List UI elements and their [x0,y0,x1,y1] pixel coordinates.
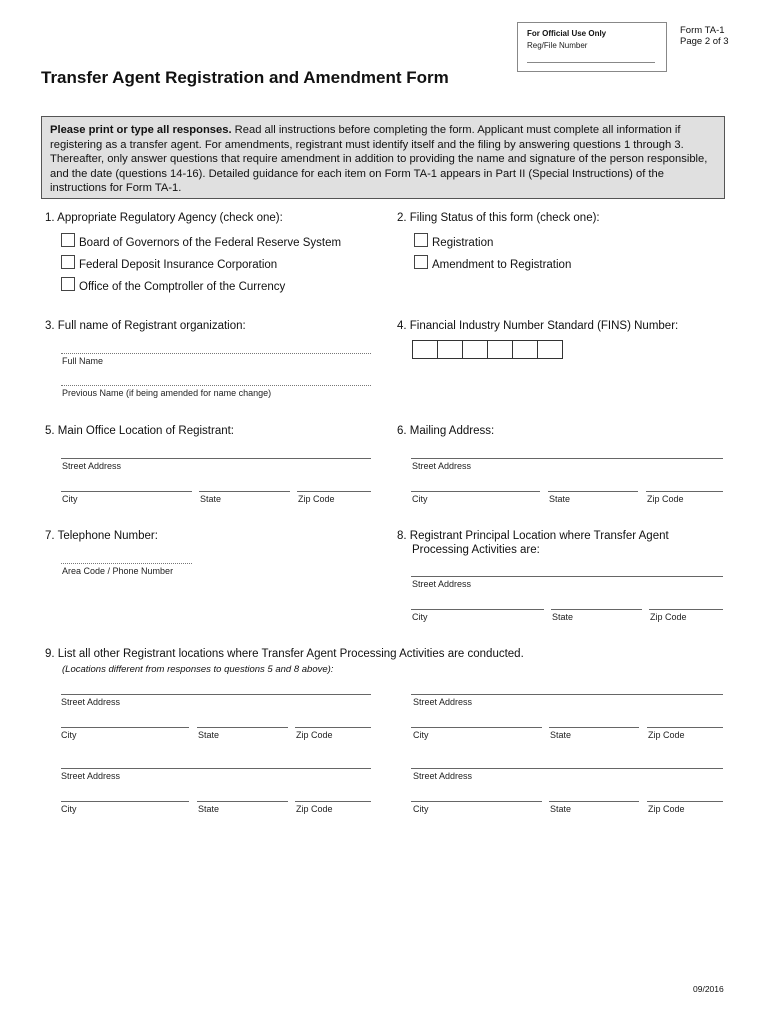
q5-city-label: City [62,494,78,504]
q5-label: 5. Main Office Location of Registrant: [45,425,234,437]
q6-street-label: Street Address [412,461,472,471]
q9-d-city-label: City [413,804,429,814]
q3-label: 3. Full name of Registrant organization: [45,320,246,332]
q9-b-zip-label: Zip Code [648,730,685,740]
reg-file-number-label: Reg/File Number [527,41,588,50]
form-id: Form TA-1 [680,25,725,36]
q9-b-city-field[interactable] [411,727,542,728]
q9-c-city-field[interactable] [61,801,189,802]
fins-digit-box[interactable] [413,341,438,358]
q9-b-zip-field[interactable] [647,727,723,728]
q9-c-state-label: State [198,804,220,814]
full-name-field[interactable] [61,353,371,354]
q9-c-street-label: Street Address [61,771,121,781]
q9-c-street-field[interactable] [61,768,371,769]
q9-d-city-field[interactable] [411,801,542,802]
fins-digit-box[interactable] [488,341,513,358]
q9-d-zip-label: Zip Code [648,804,685,814]
page-title: Transfer Agent Registration and Amendment Form [41,68,449,87]
q9-a-city-label: City [61,730,77,740]
q1-checkbox-occ[interactable] [61,277,75,291]
q8-street-field[interactable] [411,576,723,577]
q8-state-label: State [552,612,574,622]
q5-zip-field[interactable] [297,491,371,492]
q2-option-amendment: Amendment to Registration [432,259,572,271]
q8-city-label: City [412,612,428,622]
q6-label: 6. Mailing Address: [397,425,495,437]
phone-field[interactable] [61,563,192,564]
q5-state-label: State [200,494,222,504]
q5-street-field[interactable] [61,458,371,459]
q6-street-field[interactable] [411,458,723,459]
fins-digit-box[interactable] [513,341,538,358]
q5-state-field[interactable] [199,491,290,492]
q9-a-zip-label: Zip Code [296,730,333,740]
q5-street-label: Street Address [62,461,122,471]
q9-a-city-field[interactable] [61,727,189,728]
q9-c-zip-label: Zip Code [296,804,333,814]
fins-digit-box[interactable] [438,341,463,358]
q8-state-field[interactable] [551,609,642,610]
q5-zip-label: Zip Code [298,494,335,504]
official-use-title: For Official Use Only [527,29,607,38]
q6-city-label: City [412,494,428,504]
instructions-box [41,116,725,199]
q9-d-zip-field[interactable] [647,801,723,802]
page-number: Page 2 of 3 [680,36,729,47]
q9-d-street-label: Street Address [413,771,473,781]
q9-b-city-label: City [413,730,429,740]
q6-city-field[interactable] [411,491,540,492]
q8-zip-label: Zip Code [650,612,687,622]
revision-date: 09/2016 [693,984,724,994]
q6-state-label: State [549,494,571,504]
phone-label: Area Code / Phone Number [62,566,174,576]
q2-checkbox-amendment[interactable] [414,255,428,269]
previous-name-label: Previous Name (if being amended for name change) [62,388,272,398]
previous-name-field[interactable] [61,385,371,386]
q9-label: 9. List all other Registrant locations where Transfer Agent Processing Activities are conducted. [45,648,524,660]
q9-a-street-field[interactable] [61,694,371,695]
q9-a-state-field[interactable] [197,727,288,728]
official-use-box [517,22,667,72]
q2-option-registration: Registration [432,237,494,249]
q9-c-state-field[interactable] [197,801,288,802]
q8-city-field[interactable] [411,609,544,610]
reg-file-number-field[interactable] [527,62,655,63]
q6-state-field[interactable] [548,491,638,492]
q9-c-city-label: City [61,804,77,814]
q4-label: 4. Financial Industry Number Standard (FINS) Number: [397,320,679,332]
q1-option-fdic: Federal Deposit Insurance Corporation [79,259,278,271]
q8-label-line2: Processing Activities are: [412,544,540,556]
instructions-bold: Please print or type all responses. [50,124,232,136]
q1-checkbox-fdic[interactable] [61,255,75,269]
q1-option-occ: Office of the Comptroller of the Currency [79,281,286,293]
instructions-text: Read all instructions before completing the form. Applicant must complete all information if registering as a transfer agent. For amendments, registrant must identify itself and the filing by answering questions 1 through 3. Thereafter, only answer questions that require amendment in addition to providing the name and signature of the person responsible, and the date (questions 14-16). Detailed guidance for each item on Form TA-1 appears in Part II (Special Instructions) of the instructions for Form TA-1. [50,124,708,195]
q9-d-street-field[interactable] [411,768,723,769]
fins-number-boxes[interactable] [412,340,563,359]
q9-b-state-field[interactable] [549,727,639,728]
q9-a-street-label: Street Address [61,697,121,707]
q9-a-zip-field[interactable] [295,727,371,728]
q2-checkbox-registration[interactable] [414,233,428,247]
q8-label-line1: 8. Registrant Principal Location where Transfer Agent [397,530,669,542]
q5-city-field[interactable] [61,491,192,492]
q9-c-zip-field[interactable] [295,801,371,802]
fins-digit-box[interactable] [463,341,488,358]
q8-zip-field[interactable] [649,609,723,610]
q2-label: 2. Filing Status of this form (check one): [397,212,600,224]
q9-d-state-label: State [550,804,572,814]
q9-b-street-label: Street Address [413,697,473,707]
q1-label: 1. Appropriate Regulatory Agency (check one): [45,212,283,224]
q9-d-state-field[interactable] [549,801,639,802]
q6-zip-label: Zip Code [647,494,684,504]
q1-checkbox-frb[interactable] [61,233,75,247]
full-name-label: Full Name [62,356,104,366]
q6-zip-field[interactable] [646,491,723,492]
q8-street-label: Street Address [412,579,472,589]
q9-b-street-field[interactable] [411,694,723,695]
q9-a-state-label: State [198,730,220,740]
q1-option-frb: Board of Governors of the Federal Reserve System [79,237,342,249]
q9-b-state-label: State [550,730,572,740]
q7-label: 7. Telephone Number: [45,530,158,542]
q9-note: (Locations different from responses to questions 5 and 8 above): [62,664,334,675]
fins-digit-box[interactable] [538,341,562,358]
